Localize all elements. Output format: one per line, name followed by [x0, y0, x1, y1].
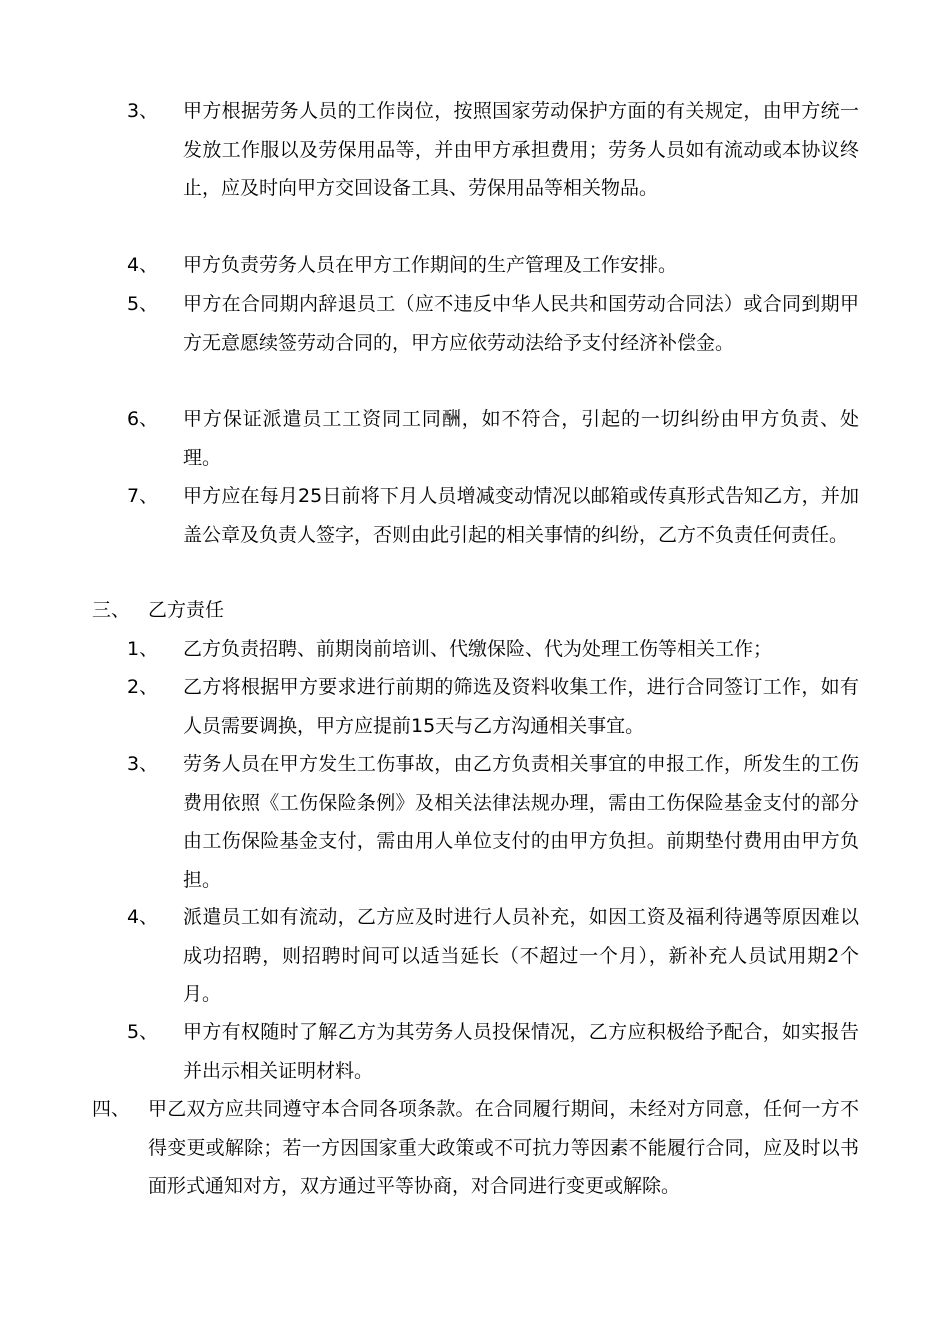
clause-number: 1、	[127, 638, 159, 660]
clause-text: 甲方根据劳务人员的工作岗位，按照国家劳动保护方面的有关规定，由甲方统一发放工作服以及劳保用品等，并由甲方承担费用；劳务人员如有流动或本协议终止，应及时向甲方交回设备工具、劳保用品等相关物品。	[183, 100, 859, 199]
section-text: 甲乙双方应共同遵守本合同各项条款。在合同履行期间，未经对方同意，任何一方不得变更或解除；若一方因国家重大政策或不可抗力等因素不能履行合同，应及时以书面形式通知对方，双方通过平等协商，对合同进行变更或解除。	[148, 1098, 859, 1197]
clause-2-3	[127, 92, 859, 208]
clause-number: 3、	[127, 100, 159, 122]
clause-3-1	[127, 630, 859, 669]
clause-text: 甲方保证派遣员工工资同工同酬，如不符合，引起的一切纠纷由甲方负责、处理。	[183, 408, 859, 469]
clause-2-5	[127, 285, 859, 362]
clause-text: 甲方应在每月25日前将下月人员增减变动情况以邮箱或传真形式告知乙方，并加盖公章及负责人签字，否则由此引起的相关事情的纠纷，乙方不负责任何责任。	[183, 485, 859, 546]
section-four	[92, 1090, 859, 1206]
clause-text: 乙方负责招聘、前期岗前培训、代缴保险、代为处理工伤等相关工作；	[183, 638, 773, 660]
section-number: 三、	[92, 599, 131, 621]
clause-3-2	[127, 668, 859, 745]
clause-number: 4、	[127, 254, 159, 276]
section-number: 四、	[92, 1098, 131, 1120]
clause-text: 乙方将根据甲方要求进行前期的筛选及资料收集工作，进行合同签订工作，如有人员需要调换，甲方应提前15天与乙方沟通相关事宜。	[183, 676, 859, 737]
clause-text: 甲方有权随时了解乙方为其劳务人员投保情况，乙方应积极给予配合，如实报告并出示相关证明材料。	[183, 1021, 859, 1082]
clause-text: 派遣员工如有流动，乙方应及时进行人员补充，如因工资及福利待遇等原因难以成功招聘，则招聘时间可以适当延长（不超过一个月），新补充人员试用期2个月。	[183, 906, 859, 1005]
clause-number: 4、	[127, 906, 159, 928]
section-title: 乙方责任	[148, 599, 225, 621]
clause-number: 6、	[127, 408, 159, 430]
clause-text: 甲方负责劳务人员在甲方工作期间的生产管理及工作安排。	[183, 254, 678, 276]
clause-3-5	[127, 1013, 859, 1090]
section-three-heading	[92, 591, 859, 630]
clause-text: 甲方在合同期内辞退员工（应不违反中华人民共和国劳动合同法）或合同到期甲方无意愿续签劳动合同的，甲方应依劳动法给予支付经济补偿金。	[183, 293, 859, 354]
clause-number: 5、	[127, 293, 159, 315]
clause-number: 5、	[127, 1021, 159, 1043]
clause-number: 3、	[127, 753, 159, 775]
clause-2-4	[127, 246, 859, 285]
clause-number: 2、	[127, 676, 159, 698]
clause-2-7	[127, 477, 859, 554]
clause-2-6	[127, 400, 859, 477]
clause-3-4	[127, 898, 859, 1014]
clause-number: 7、	[127, 485, 159, 507]
clause-3-3	[127, 745, 859, 899]
clause-text: 劳务人员在甲方发生工伤事故，由乙方负责相关事宜的申报工作，所发生的工伤费用依照《工伤保险条例》及相关法律法规办理，需由工伤保险基金支付的部分由工伤保险基金支付，需由用人单位支付的由甲方负担。前期垫付费用由甲方负担。	[183, 753, 859, 891]
